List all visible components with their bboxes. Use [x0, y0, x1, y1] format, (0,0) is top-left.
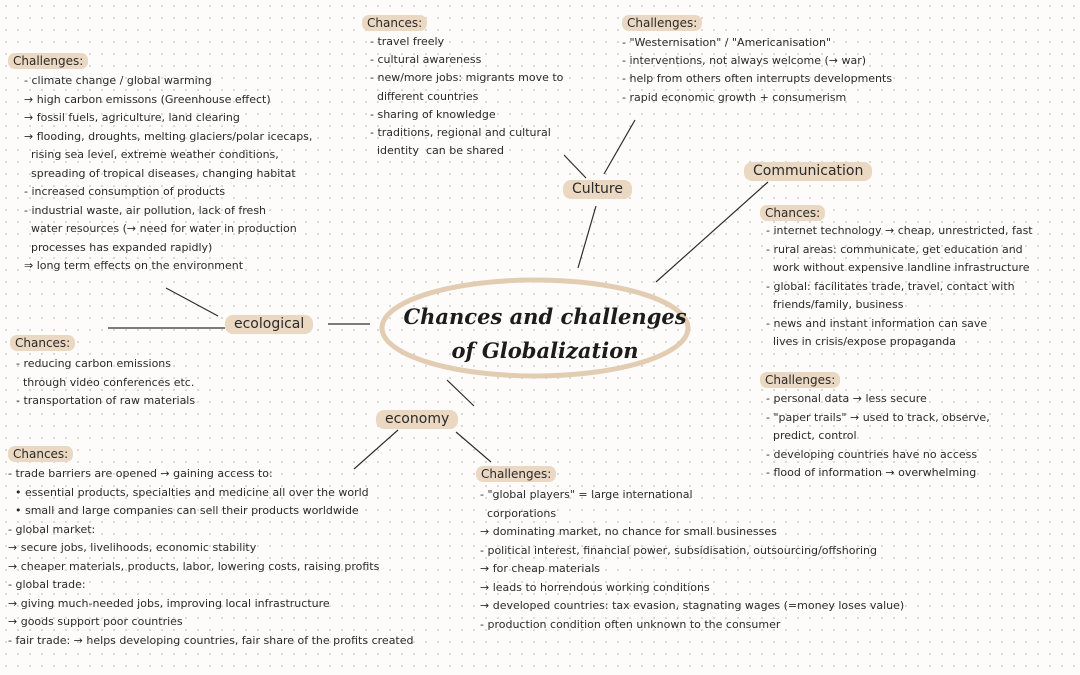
- ecological-challenges-heading: Challenges:: [8, 53, 88, 69]
- connector-economy-chances: [354, 430, 398, 469]
- list-item: - "global players" = large international: [480, 488, 693, 501]
- connector-culture-challenges: [604, 120, 635, 174]
- list-item: predict, control: [766, 429, 857, 442]
- list-item: → for cheap materials: [480, 562, 600, 575]
- economy-chances-heading: Chances:: [8, 446, 73, 462]
- list-item: → dominating market, no chance for small businesses: [480, 525, 777, 538]
- list-item: - travel freely: [370, 35, 445, 48]
- list-item: corporations: [480, 506, 557, 520]
- communication-challenges-list: [766, 390, 990, 483]
- list-item: → leads to horrendous working conditions: [480, 580, 710, 594]
- ecological-label: ecological: [225, 315, 313, 334]
- economy-challenges-heading: Challenges:: [476, 466, 556, 482]
- list-item: - "Westernisation" / "Americanisation": [622, 36, 832, 49]
- communication-label: Communication: [744, 162, 872, 181]
- connector-culture-chances: [564, 155, 586, 178]
- list-item: - industrial waste, air pollution, lack of fresh: [24, 203, 267, 217]
- list-item: → secure jobs, livelihoods, economic stability: [8, 541, 257, 554]
- list-item: → fossil fuels, agriculture, land clearing: [24, 111, 240, 124]
- list-item: processes has expanded rapidly): [24, 240, 213, 254]
- list-item: → goods support poor countries: [8, 615, 183, 628]
- list-item: - global market:: [8, 522, 96, 536]
- connector-center-economy: [447, 380, 474, 406]
- list-item: - "paper trails" → used to track, observe,: [766, 410, 990, 424]
- center-title-line-2: of Globalization: [451, 338, 639, 363]
- culture-label: Culture: [563, 180, 632, 199]
- list-item: - cultural awareness: [370, 53, 482, 67]
- list-item: rising sea level, extreme weather conditions,: [24, 148, 279, 161]
- list-item: - climate change / global warming: [24, 74, 212, 87]
- list-item: - traditions, regional and cultural: [370, 126, 551, 140]
- list-item: - increased consumption of products: [24, 185, 226, 198]
- list-item: → high carbon emissons (Greenhouse effect): [24, 92, 271, 106]
- list-item: identity can be shared: [370, 144, 504, 158]
- list-item: - reducing carbon emissions: [16, 357, 172, 370]
- ecological-chances-list: [16, 355, 195, 411]
- list-item: - sharing of knowledge: [370, 107, 496, 121]
- economy-label: economy: [376, 410, 458, 429]
- list-item: ⇒ long term effects on the environment: [24, 259, 244, 272]
- center-title-line-1: Chances and challenges: [403, 304, 687, 329]
- list-item: - personal data → less secure: [766, 392, 927, 405]
- list-item: spreading of tropical diseases, changing habitat: [24, 166, 296, 180]
- list-item: • small and large companies can sell their products worldwide: [8, 504, 359, 517]
- list-item: through video conferences etc.: [16, 375, 195, 389]
- culture-challenges-list: [622, 34, 892, 107]
- list-item: - news and instant information can save: [766, 316, 988, 330]
- list-item: - rapid economic growth + consumerism: [622, 90, 847, 104]
- list-item: work without expensive landline infrastructure: [766, 261, 1030, 274]
- center-title: [385, 300, 705, 368]
- economy-challenges-list: [480, 486, 904, 634]
- list-item: - political interest, financial power, subsidisation, outsourcing/offshoring: [480, 543, 878, 557]
- communication-chances-list: [766, 222, 1033, 352]
- list-item: - production condition often unknown to the consumer: [480, 617, 781, 631]
- list-item: - internet technology → cheap, unrestricted, fast: [766, 224, 1033, 237]
- list-item: - help from others often interrupts developments: [622, 72, 893, 86]
- list-item: different countries: [370, 89, 479, 103]
- list-item: - global trade:: [8, 578, 86, 591]
- list-item: - interventions, not always welcome (→ war): [622, 54, 867, 68]
- list-item: • essential products, specialties and medicine all over the world: [8, 485, 369, 499]
- economy-chances-list: [8, 465, 414, 650]
- list-item: water resources (→ need for water in production: [24, 222, 297, 235]
- list-item: → giving much-needed jobs, improving local infrastructure: [8, 596, 330, 610]
- connector-center-communication: [656, 182, 768, 282]
- list-item: → cheaper materials, products, labor, lowering costs, raising profits: [8, 559, 380, 573]
- list-item: friends/family, business: [766, 298, 904, 311]
- list-item: - new/more jobs: migrants move to: [370, 71, 564, 85]
- communication-challenges-heading: Challenges:: [760, 372, 840, 388]
- connector-economy-challenges: [456, 432, 491, 462]
- connector-ecological-challenges: [166, 288, 218, 316]
- list-item: - fair trade: → helps developing countries, fair share of the profits created: [8, 633, 414, 647]
- ecological-challenges-list: [24, 72, 312, 276]
- list-item: → developed countries: tax evasion, stagnating wages (=money loses value): [480, 599, 905, 612]
- culture-chances-heading: Chances:: [362, 15, 427, 31]
- list-item: - global: facilitates trade, travel, contact with: [766, 279, 1015, 293]
- list-item: - trade barriers are opened → gaining access to:: [8, 467, 273, 480]
- culture-challenges-heading: Challenges:: [622, 15, 702, 31]
- list-item: - transportation of raw materials: [16, 394, 196, 407]
- connector-center-culture: [578, 206, 596, 268]
- communication-chances-heading: Chances:: [760, 205, 825, 221]
- list-item: - developing countries have no access: [766, 447, 978, 461]
- list-item: lives in crisis/expose propaganda: [766, 335, 956, 348]
- list-item: → flooding, droughts, melting glaciers/polar icecaps,: [24, 129, 313, 143]
- list-item: - rural areas: communicate, get education and: [766, 242, 1023, 256]
- culture-chances-list: [370, 33, 563, 160]
- list-item: - flood of information → overwhelming: [766, 466, 977, 479]
- ecological-chances-heading: Chances:: [10, 335, 75, 351]
